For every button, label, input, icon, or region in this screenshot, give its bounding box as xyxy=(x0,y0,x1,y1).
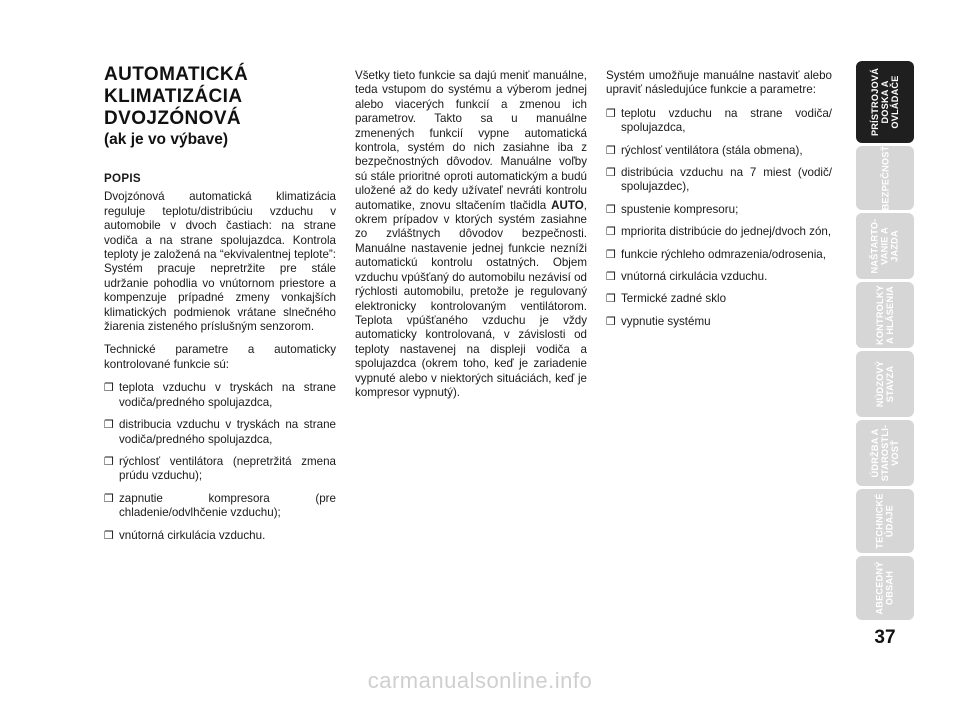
paragraph-parameters-intro: Technické parametre a automaticky kontrolované funkcie sú: xyxy=(104,343,336,371)
checkbox-bullet-icon: ❒ xyxy=(104,382,114,395)
list-item-text: rýchlosť ventilátora (stála obmena), xyxy=(621,143,803,157)
list-item-text: zapnutie kompresora (pre chladenie/odvlhčenie vzduchu); xyxy=(119,491,336,520)
tab-label: NÚDZOVÝ STAVZA xyxy=(874,360,895,408)
tab-label: ABECEDNÝ OBSAH xyxy=(874,561,895,615)
checkbox-bullet-icon: ❒ xyxy=(606,167,616,180)
checkbox-bullet-icon: ❒ xyxy=(606,226,616,239)
list-item xyxy=(104,418,336,447)
tab-technicke-udaje[interactable] xyxy=(856,489,914,553)
tab-kontrolky[interactable] xyxy=(856,282,914,348)
list-item-text: distribúcia vzduchu na 7 miest (vodič/ spolujazdec), xyxy=(621,166,832,194)
list-item xyxy=(606,203,832,217)
list-item-text: vypnutie systému xyxy=(621,314,711,328)
list-item-text: distribucia vzduchu v tryskách na strane vodiča/predného spolujazdca, xyxy=(119,418,336,446)
list-item xyxy=(606,315,832,329)
tab-pristrojova-doska[interactable] xyxy=(856,61,914,143)
tab-udrzba[interactable] xyxy=(856,420,914,486)
tab-label: PRÍSTROJOVÁ DOSKA A OVLÁDAČE xyxy=(870,67,900,137)
list-item-text: funkcie rýchleho odmrazenia/odrosenia, xyxy=(621,247,826,261)
list-item-text: rýchlosť ventilátora (nepretržitá zmena prúdu vzduchu); xyxy=(119,454,336,483)
page-number: 37 xyxy=(874,627,896,648)
list-item xyxy=(606,166,832,195)
checkbox-bullet-icon: ❒ xyxy=(104,529,114,542)
column-right xyxy=(606,69,832,337)
list-item xyxy=(606,225,832,239)
paragraph-text-part: Všetky tieto funkcie sa dajú meniť manuálne, teda vstupom do systému a výberom jednej alebo viacerých funkcií a zmenou ich parametrov. Takto sa u manuálne zmenených funkcií vypne automatická kontrola, systém do nich zasiahne iba z bezpečnostných dôvodov. Manuálne voľby sú stále prioritné oproti automatickým a budú uložené až do kedy užívateľ nevráti kontrolu automatike, znovu sltačením tlačidla xyxy=(355,69,587,212)
tab-nastartovanie[interactable] xyxy=(856,213,914,279)
tab-label: NAŠTARTO- VANIE A JAZDA xyxy=(870,218,900,274)
tab-label: ÚDRŽBA A STAROSTLI- VOSŤ xyxy=(869,424,900,482)
paragraph-manual-override xyxy=(355,69,587,400)
auto-button-label: AUTO xyxy=(551,198,584,212)
section-subtitle: (ak je vo výbave) xyxy=(104,131,229,148)
checkbox-bullet-icon: ❒ xyxy=(606,315,616,328)
list-item-text: vnútorná cirkulácia vzduchu. xyxy=(621,270,768,284)
list-item-text: mpriorita distribúcie do jednej/dvoch zón, xyxy=(621,225,832,239)
list-item xyxy=(606,144,832,158)
checkbox-bullet-icon: ❒ xyxy=(606,144,616,157)
checkbox-bullet-icon: ❒ xyxy=(606,271,616,284)
list-item xyxy=(606,270,832,284)
column-left xyxy=(104,64,336,551)
list-item-text: vnútorná cirkulácia vzduchu. xyxy=(119,528,266,542)
tab-nudzovy-stav[interactable] xyxy=(856,351,914,417)
watermark-text: carmanualsonline.info xyxy=(367,668,593,693)
paragraph-text-part: , okrem prípadov v ktorých systém zasiahne zo zvláštnych dôvodov bezpečnosti. Manuálne nastavenie jednej funkcie nezníži automatickú kontrolu ostatných. Objem vzduchu vpúšťaný do automobilu nezávisí od rýchlosti automobilu, pretože je regulovaný elektronicky kontrolovaným ventilátorom. Teplota vpúšťaného vzduchu je vždy automaticky kontrolovaná, v závislosti od teploty nastavenej na displeji vodiča a spolujazdca (okrem toho, keď je zariadenie vypnuté alebo v niektorých situáciách, keď je kompresor vypnutý). xyxy=(355,198,587,399)
list-item-text: teplota vzduchu v tryskách na strane vodiča/predného spolujazdca, xyxy=(119,381,336,409)
column-middle xyxy=(355,69,587,409)
checkbox-bullet-icon: ❒ xyxy=(606,203,616,216)
tab-bezpecnost[interactable] xyxy=(856,146,914,210)
tab-label: KONTROLKY A HLÁSENIA xyxy=(875,285,895,345)
checkbox-bullet-icon: ❒ xyxy=(606,248,616,261)
list-item xyxy=(104,455,336,484)
checkbox-bullet-icon: ❒ xyxy=(606,107,616,120)
list-item-text: Termické zadné sklo xyxy=(621,292,727,306)
list-item-text: spustenie kompresoru; xyxy=(621,202,739,216)
title-line: AUTOMATICKÁ xyxy=(104,64,249,85)
paragraph-description: Dvojzónová automatická klimatizácia reguluje teplotu/distribúciu vzduchu v automobile v dvoch častiach: na strane vodiča a na strane spolujazdca. Kontrola teploty je založená na “ekvivalentnej teplote”: Systém pracuje nepretržite pre stále udržanie pohodlia vo vnútornom priestore a kompenzuje prípadné zmeny vonkajších klimatických podmienok vrátane slnečného žiarenia zisteného príslušným senzorom. xyxy=(104,190,336,334)
tab-abecedny-obsah[interactable] xyxy=(856,556,914,620)
list-item xyxy=(606,248,832,262)
checkbox-bullet-icon: ❒ xyxy=(104,492,114,505)
checkbox-bullet-icon: ❒ xyxy=(104,455,114,468)
auto-functions-list xyxy=(104,381,336,543)
title-line: KLIMATIZÁCIA xyxy=(104,86,243,107)
section-title xyxy=(104,64,336,130)
list-item xyxy=(104,381,336,410)
list-item xyxy=(104,529,336,543)
title-line: DVOJZÓNOVÁ xyxy=(104,108,242,129)
list-item xyxy=(606,107,832,136)
checkbox-bullet-icon: ❒ xyxy=(606,293,616,306)
section-heading: POPIS xyxy=(104,172,141,185)
paragraph-manual-intro: Systém umožňuje manuálne nastaviť alebo upraviť následujúce funkcie a parametre: xyxy=(606,69,832,97)
tab-label: BEZPEČNOSŤ xyxy=(880,146,891,210)
list-item-text: teplotu vzduchu na strane vodiča/ spolujazdca, xyxy=(621,106,832,135)
checkbox-bullet-icon: ❒ xyxy=(104,419,114,432)
list-item xyxy=(606,292,832,306)
list-item xyxy=(104,492,336,521)
tab-label: TECHNICKÉ ÚDAJE xyxy=(875,493,895,549)
manual-functions-list xyxy=(606,107,832,329)
